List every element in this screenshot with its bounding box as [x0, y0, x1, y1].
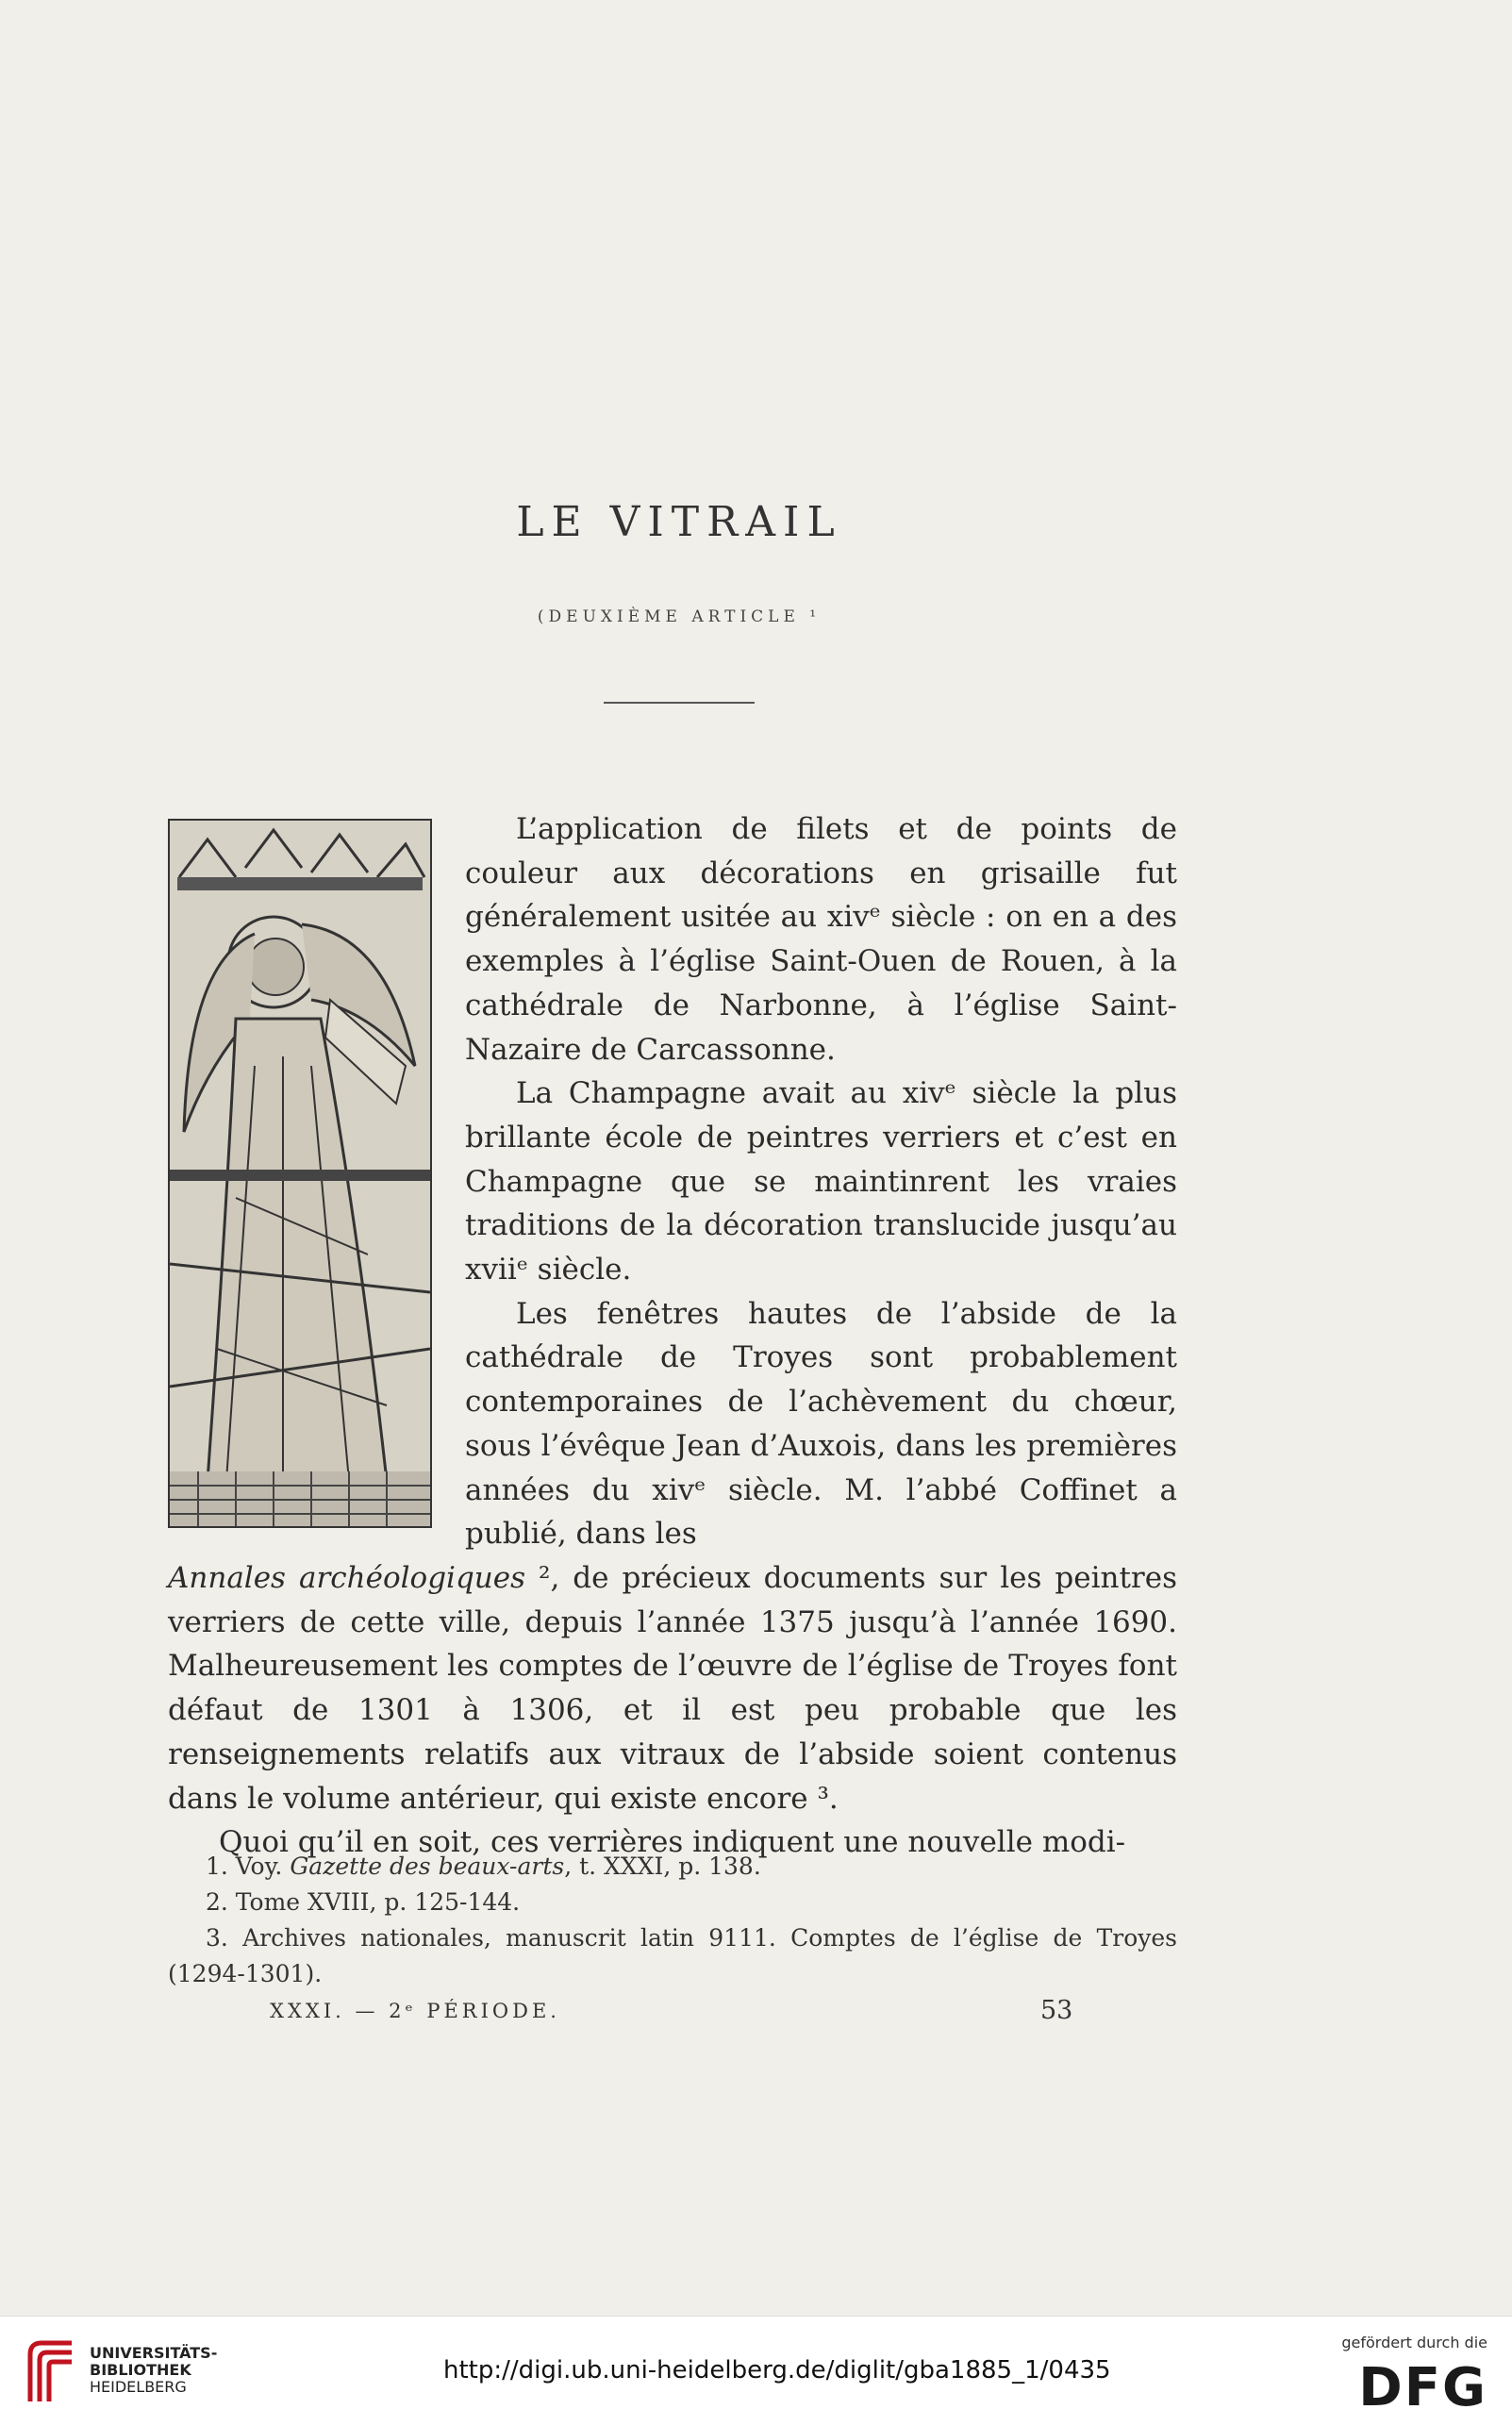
paragraph-3: Les fenêtres hautes de l’abside de la cathédrale de Troyes sont probablement contemporaines de l’achèvement du chœur, sous l’évêque Jean d’Auxois, dans les premières années du xivᵉ siècle. M. l’abbé Coffinet a publié, dans les [465, 1296, 1177, 1552]
text-column-beside-illustration [465, 807, 1177, 1556]
library-name-line-3: HEIDELBERG [90, 2378, 187, 2396]
footnote-1-italic: Gazette des beaux-arts [290, 1853, 565, 1880]
page-number: 53 [1040, 1996, 1073, 2025]
permalink-url[interactable]: http://digi.ub.uni-heidelberg.de/diglit/gba1885_1/0435 [443, 2356, 1111, 2384]
funded-by-label: gefördert durch die [1341, 2334, 1487, 2351]
article-subtitle: (DEUXIÈME ARTICLE ¹ [537, 607, 822, 626]
footnote-1-suffix: , t. XXXI, p. 138. [564, 1853, 761, 1880]
footnote-3: 3. Archives nationales, manuscrit latin 9111. Comptes de l’église de Troyes (1294-1301). [168, 1924, 1177, 1987]
paragraph-3-rest: ², de précieux documents sur les peintres verriers de cette ville, depuis l’année 1375 jusqu’à l’année 1690. Malheureusement les comptes de l’œuvre de l’église de Troyes font défaut de 1301 à 1306, et il est peu probable que les renseignements relatifs aux vitraux de l’abside soient contenus dans le volume antérieur, qui existe encore ³. [168, 1561, 1177, 1816]
library-name-line-2: BIBLIOTHEK [90, 2361, 191, 2379]
text-full-width [168, 1556, 1177, 1865]
paragraph-3-continued [168, 1556, 1177, 1820]
digitization-bar [0, 2316, 1512, 2426]
paragraph-2: La Champagne avait au xivᵉ siècle la plus brillante école de peintres verriers et c’est en Champagne que se maintinrent les vraies traditions de la décoration translucide jusqu’au xviiᵉ siècle. [465, 1076, 1177, 1288]
library-name [90, 2345, 217, 2396]
paragraph-4: Quoi qu’il en soit, ces verrières indiquent une nouvelle modi- [219, 1825, 1126, 1860]
stained-glass-angel-icon [170, 821, 430, 1526]
ub-heidelberg-logo-icon [23, 2335, 79, 2409]
dfg-logo-icon: DFG [1358, 2357, 1487, 2418]
footnote-2: 2. Tome XVIII, p. 125-144. [206, 1888, 521, 1916]
footnotes [168, 1849, 1177, 1992]
footnote-1-prefix: 1. Voy. [206, 1853, 291, 1880]
stained-glass-illustration [168, 819, 432, 1528]
paragraph-1: L’application de filets et de points de couleur aux décorations en grisaille fut généralement usitée au xivᵉ siècle : on en a des exemples à l’église Saint-Ouen de Rouen, à la cathédrale de Narbonne, à l’église Saint-Nazaire de Carcassonne. [465, 812, 1177, 1067]
library-name-line-1: UNIVERSITÄTS- [90, 2344, 218, 2362]
title-divider [604, 702, 755, 704]
page-footer-period: XXXI. — 2ᵉ PÉRIODE. [270, 2000, 560, 2022]
footnote-1 [168, 1849, 1177, 1885]
italic-journal-title: Annales archéologiques [168, 1561, 526, 1595]
article-title: LE VITRAIL [516, 498, 842, 546]
